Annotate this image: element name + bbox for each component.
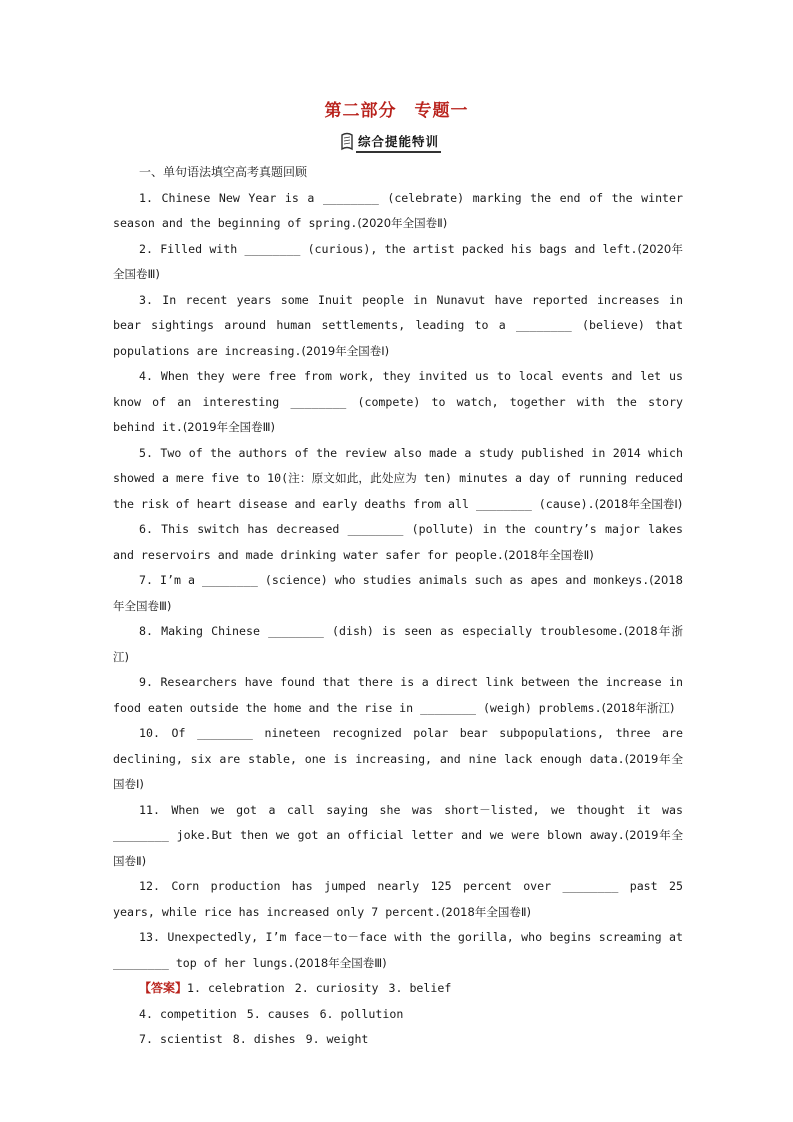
question-item bbox=[113, 186, 683, 237]
question-text: 3. In recent years some Inuit people in Nunavut have reported increases in bear sightings around human settlements, leading to a ________ (believe) that populations are increasing. bbox=[113, 292, 683, 358]
answer-line bbox=[139, 976, 683, 1002]
question-text: 10. Of ________ nineteen recognized polar bear subpopulations, three are declining, six are stable, one is increasing, and nine lack enough data. bbox=[113, 726, 683, 766]
question-source: (2019年全国卷Ⅰ) bbox=[301, 343, 390, 358]
question-item bbox=[113, 441, 683, 518]
answer-item: 4. competition bbox=[139, 1006, 237, 1021]
question-text: 1. Chinese New Year is a ________ (celebrate) marking the end of the winter season and the beginning of spring. bbox=[113, 190, 683, 230]
question-item bbox=[113, 798, 683, 875]
section-banner bbox=[340, 131, 441, 153]
question-item bbox=[113, 721, 683, 798]
question-source: (2020年全国卷Ⅲ) bbox=[113, 241, 683, 281]
answer-item: 2. curiosity bbox=[294, 981, 379, 995]
question-source: (2018年全国卷Ⅲ) bbox=[294, 955, 387, 970]
answer-line bbox=[139, 1002, 683, 1028]
answer-label: 【答案】 bbox=[139, 981, 188, 995]
section-heading: 一、单句语法填空高考真题回顾 bbox=[139, 165, 308, 179]
answer-item: 9. weight bbox=[305, 1032, 369, 1046]
question-source: (2018年浙江) bbox=[113, 624, 683, 664]
question-text: 7. I’m a ________ (science) who studies animals such as apes and monkeys. bbox=[139, 573, 650, 587]
question-text: 12. Corn production has jumped nearly 125 percent over ________ past 25 years, while rice has increased only 7 percent. bbox=[113, 879, 683, 919]
question-item bbox=[113, 619, 683, 670]
page-title: 第二部分 专题一 bbox=[324, 101, 469, 121]
question-item bbox=[113, 874, 683, 925]
question-item bbox=[113, 237, 683, 288]
question-text: 11. When we got a call saying she was short－listed, we thought it was ________ joke.But then we got an official letter and we were blown away. bbox=[113, 802, 683, 842]
main-content bbox=[113, 160, 683, 1053]
answer-item: 1. celebration bbox=[187, 981, 285, 995]
question-item bbox=[113, 670, 683, 721]
question-item bbox=[113, 568, 683, 619]
question-list bbox=[113, 186, 683, 977]
answer-line bbox=[139, 1027, 683, 1053]
question-item bbox=[113, 288, 683, 365]
question-source: (2019年全国卷Ⅲ) bbox=[182, 420, 275, 434]
question-source: (2019年全国卷Ⅰ) bbox=[113, 751, 683, 791]
question-item bbox=[113, 364, 683, 441]
question-text: 6. This switch has decreased ________ (pollute) in the country’s major lakes and reservoirs and made drinking water safer for people. bbox=[113, 522, 683, 562]
question-source: (2018年全国卷Ⅱ) bbox=[441, 904, 531, 919]
question-text: 13. Unexpectedly, I’m face－to－face with the gorilla, who begins screaming at ________ top of her lungs. bbox=[113, 930, 683, 970]
banner-label: 综合提能特训 bbox=[356, 132, 441, 153]
scroll-icon bbox=[340, 132, 354, 152]
question-item bbox=[113, 925, 683, 976]
question-source: (2018年浙江) bbox=[601, 700, 675, 715]
question-source: (2018年全国卷Ⅱ) bbox=[503, 547, 594, 562]
answer-item: 6. pollution bbox=[319, 1006, 404, 1021]
answer-item: 7. scientist bbox=[139, 1032, 223, 1046]
question-text: 9. Researchers have found that there is a direct link between the increase in food eaten outside the home and the rise in ________ (weigh) problems. bbox=[113, 675, 683, 715]
question-source: (2019年全国卷Ⅱ) bbox=[113, 828, 683, 868]
answer-block bbox=[113, 976, 683, 1053]
question-source: (2020年全国卷Ⅱ) bbox=[357, 216, 448, 230]
question-source: (2018年全国卷Ⅰ) bbox=[594, 496, 683, 511]
question-source: (2018年全国卷Ⅲ) bbox=[113, 573, 683, 613]
answer-item: 8. dishes bbox=[232, 1032, 296, 1046]
question-text: 8. Making Chinese ________ (dish) is seen as especially troublesome. bbox=[139, 624, 624, 638]
question-text: 4. When they were free from work, they invited us to local events and let us know of an interesting ________ (compete) to watch, together with the story behind it. bbox=[113, 369, 683, 434]
question-text: 2. Filled with ________ (curious), the artist packed his bags and left. bbox=[139, 241, 638, 256]
question-item bbox=[113, 517, 683, 568]
answer-item: 5. causes bbox=[246, 1006, 310, 1021]
answer-item: 3. belief bbox=[388, 981, 452, 995]
question-text: 5. Two of the authors of the review also made a study published in 2014 which showed a mere five to 10(注：原文如此，此处应为 ten) minutes a day of running reduced the risk of heart disease and early deaths from all ________ (cause). bbox=[113, 445, 683, 511]
